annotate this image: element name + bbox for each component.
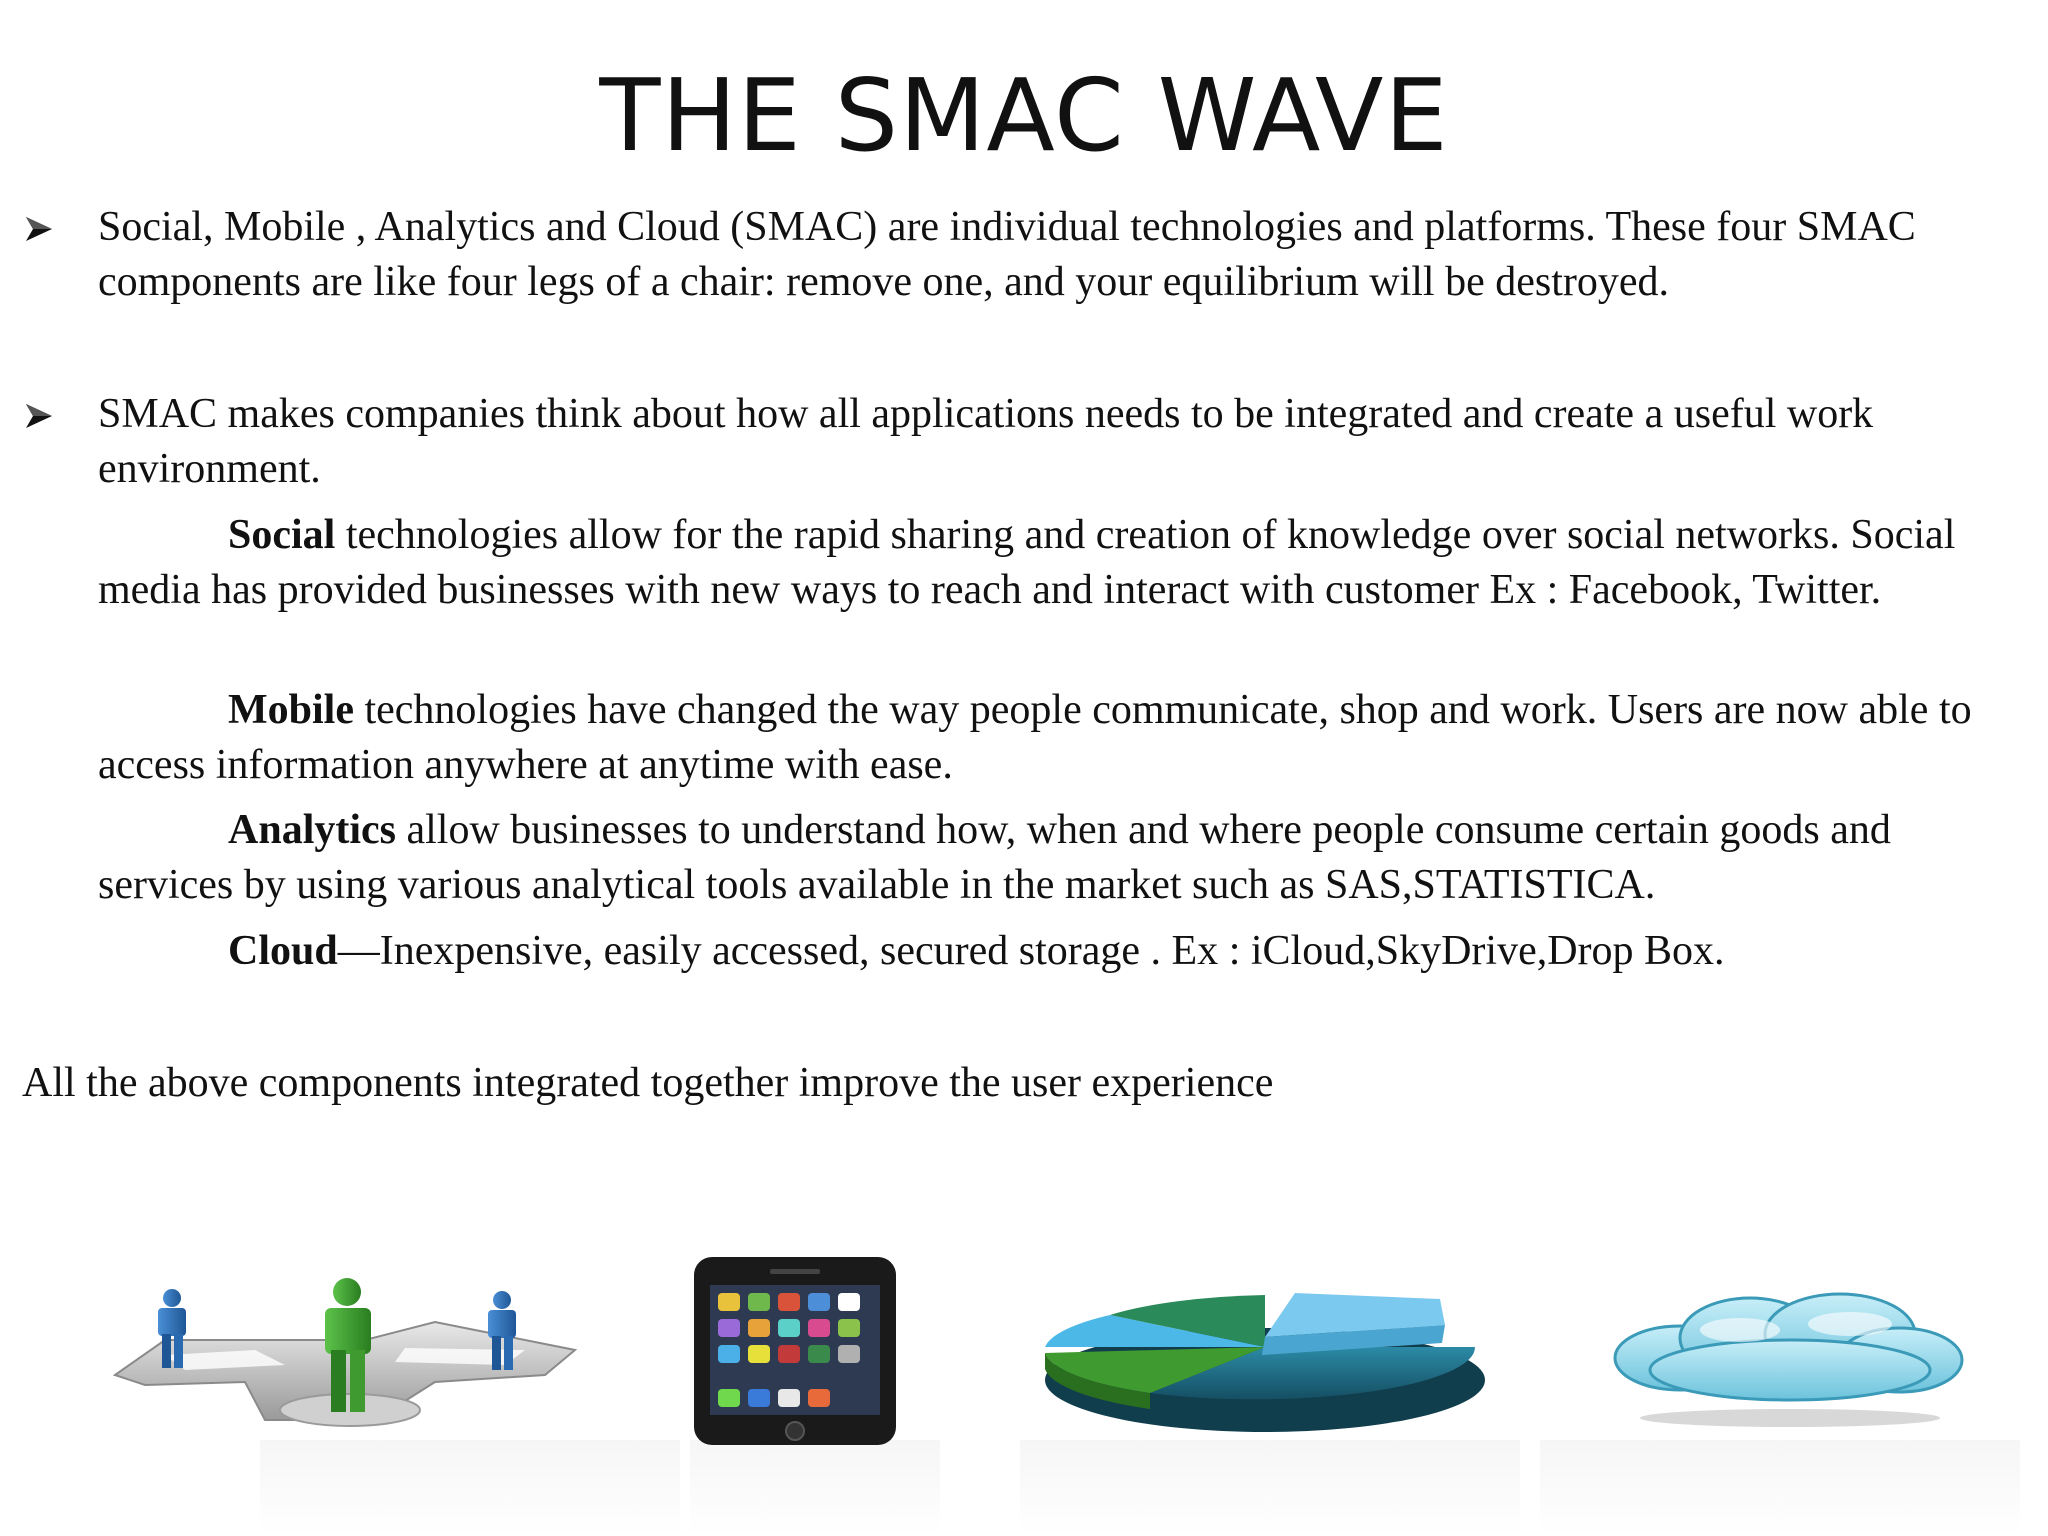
arrow-bullet-icon [24, 214, 54, 244]
social-network-icon [105, 1270, 585, 1440]
reflection-band [1020, 1440, 1520, 1536]
mobile-description: technologies have changed the way people communicate, shop and work. Users are now able to access information anywhere at anytime with ease. [98, 687, 1972, 788]
reflection-band [260, 1440, 680, 1536]
cloud-description: —Inexpensive, easily accessed, secured storage . Ex : iCloud,SkyDrive,Drop Box. [337, 928, 1725, 974]
bullet-item-1 [24, 200, 2034, 310]
pie-chart-icon [1030, 1285, 1490, 1435]
bullet-text-2: SMAC makes companies think about how all applications needs to be integrated and create a useful work environment. [98, 391, 1874, 492]
summary-text: All the above components integrated together improve the user experience [22, 1060, 1274, 1106]
mobile-paragraph [98, 683, 2028, 793]
arrow-bullet-icon [24, 401, 54, 431]
social-term: Social [228, 512, 336, 558]
cloud-term: Cloud [228, 928, 338, 974]
social-paragraph [98, 508, 2028, 618]
bullet-text-1: Social, Mobile , Analytics and Cloud (SMAC) are individual technologies and platforms. These four SMAC components are like four legs of a chair: remove one, and your equilibrium will be destroyed. [98, 204, 1916, 305]
reflection-band [690, 1440, 940, 1536]
social-description: technologies allow for the rapid sharing and creation of knowledge over social networks. Social media has provided businesses with new ways to reach and interact with customer Ex : Facebook, Twitter. [98, 512, 1956, 613]
bullet-item-2 [24, 387, 2034, 497]
mobile-term: Mobile [228, 687, 354, 733]
analytics-term: Analytics [228, 807, 396, 853]
analytics-description: allow businesses to understand how, when and where people consume certain goods and services by using various analytical tools available in the market such as SAS,STATISTICA. [98, 807, 1891, 908]
mobile-phone-icon [690, 1255, 900, 1450]
slide-title: THE SMAC WAVE [599, 57, 1449, 174]
analytics-paragraph [98, 803, 2028, 913]
cloud-paragraph [98, 924, 2028, 979]
cloud-icon [1600, 1290, 1980, 1430]
reflection-band [1540, 1440, 2020, 1536]
